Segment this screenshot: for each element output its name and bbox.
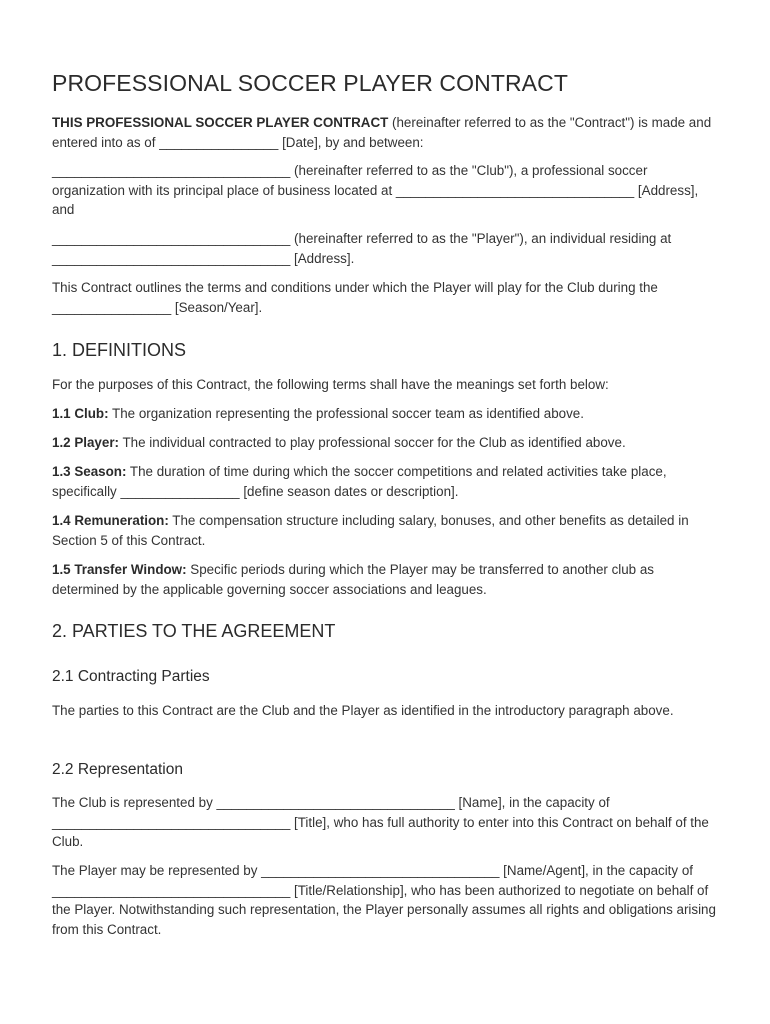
definition-term: 1.3 Season:	[52, 464, 127, 479]
definition-item	[52, 511, 722, 550]
intro-paragraph	[52, 113, 722, 152]
definition-term: 1.2 Player:	[52, 435, 119, 450]
club-representation-paragraph: The Club is represented by ________________________________ [Name], in the capacity of ________________________________ [Title], who has full authority to enter into this Contract on behalf of the Club.	[52, 795, 709, 849]
document-title: PROFESSIONAL SOCCER PLAYER CONTRACT	[52, 70, 568, 96]
definition-term: 1.4 Remuneration:	[52, 513, 169, 528]
definition-item	[52, 433, 722, 453]
definition-item	[52, 404, 722, 424]
player-party-paragraph: ________________________________ (hereinafter referred to as the "Player"), an individual residing at ________________________________ [Address].	[52, 231, 672, 266]
outline-paragraph: This Contract outlines the terms and conditions under which the Player will play for the Club during the ________________ [Season/Year].	[52, 280, 658, 315]
definition-text: The organization representing the professional soccer team as identified above.	[108, 406, 584, 421]
definition-term: 1.5 Transfer Window:	[52, 562, 187, 577]
definition-item	[52, 462, 722, 501]
parties-heading: 2. PARTIES TO THE AGREEMENT	[52, 621, 336, 641]
definition-text: The duration of time during which the soccer competitions and related activities take place, specifically ________________ [define season dates or description].	[52, 464, 667, 499]
definitions-heading: 1. DEFINITIONS	[52, 340, 187, 360]
player-representation-paragraph: The Player may be represented by ________________________________ [Name/Agent], in the capacity of ________________________________ [Title/Relationship], who has been authorized to negotiate on behalf of the Player. Notwithstanding such representation, the Player personally assumes all rights and obligations arising from this Contract.	[52, 863, 716, 937]
definition-text: The compensation structure including salary, bonuses, and other benefits as detailed in Section 5 of this Contract.	[52, 513, 689, 548]
definition-term: 1.1 Club:	[52, 406, 109, 421]
intro-lead-text: (hereinafter referred to as the "Contract") is made and entered into as of ________________ [Date], by and between:	[52, 115, 712, 150]
definition-text: Specific periods during which the Player may be transferred to another club as determined by the applicable governing soccer associations and leagues.	[52, 562, 654, 597]
contracting-parties-heading: 2.1 Contracting Parties	[52, 668, 210, 685]
club-party-paragraph: ________________________________ (hereinafter referred to as the "Club"), a professional soccer organization with its principal place of business located at ________________________________ [Address], and	[52, 163, 699, 217]
intro-lead-bold: THIS PROFESSIONAL SOCCER PLAYER CONTRACT	[52, 115, 389, 130]
definition-item	[52, 560, 722, 599]
definitions-lead: For the purposes of this Contract, the following terms shall have the meanings set forth below:	[52, 377, 609, 392]
representation-heading: 2.2 Representation	[52, 761, 183, 778]
definition-text: The individual contracted to play professional soccer for the Club as identified above.	[119, 435, 626, 450]
contracting-parties-paragraph: The parties to this Contract are the Club and the Player as identified in the introductory paragraph above.	[52, 703, 674, 718]
